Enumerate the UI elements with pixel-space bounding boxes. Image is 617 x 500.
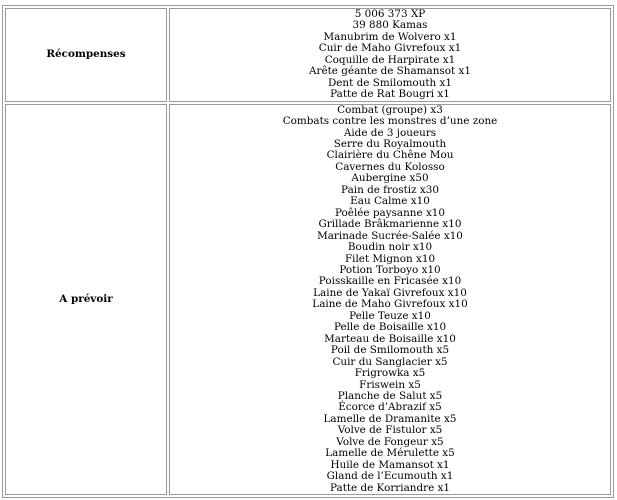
requirement-item: Combats contre les monstres d’une zone [282,115,498,128]
requirement-item: Frigrowka x5 [354,367,426,380]
requirement-item: Lamelle de Dramanite x5 [323,412,457,425]
requirement-item: Marteau de Boisaille x10 [324,332,456,345]
rewards-list [169,8,611,102]
rewards-row [5,8,611,102]
requirement-item: Eau Calme x10 [350,195,430,208]
requirement-item: Combat (groupe) x3 [337,103,443,116]
requirement-item: Filet Mignon x10 [344,252,436,265]
requirement-item: Poisskaille en Fricasée x10 [318,275,462,288]
requirement-item: Cavernes du Kolosso [335,160,445,173]
requirement-item: Planche de Salut x5 [337,389,443,402]
requirement-item: Volve de Fongeur x5 [336,435,444,448]
requirement-item: Potion Torboyo x10 [339,263,441,276]
requirement-item: Serre du Royalmouth [333,137,447,150]
requirement-item: Marinade Sucrée-Salée x10 [317,229,463,242]
requirement-item: Poêlée paysanne x10 [334,206,446,219]
requirements-list [169,104,611,495]
requirement-item: Grillade Brâkmarienne x10 [318,218,462,231]
requirement-item: Écorce d’Abrazif x5 [338,401,442,414]
reward-item: Arête géante de Shamansot x1 [309,65,471,78]
reward-item: Manubrim de Wolvero x1 [323,30,457,43]
reward-item: Dent de Smilomouth x1 [327,76,453,89]
requirement-item: Pain de frostiz x30 [341,183,439,196]
reward-item: Coquille de Harpirate x1 [324,53,456,66]
requirement-item: Aubergine x50 [351,172,429,185]
reward-item: Patte de Rat Bougri x1 [330,88,450,101]
requirement-item: Laine de Yakaï Givrefoux x10 [313,286,467,299]
requirement-item: Aide de 3 joueurs [343,126,437,139]
requirement-item: Patte de Korriandre x1 [329,481,451,494]
reward-item: Cuir de Maho Givrefoux x1 [318,42,462,55]
rewards-label: Récompenses [5,8,167,102]
requirement-item: Clairière du Chêne Mou [326,149,454,162]
requirement-item: Lamelle de Mérulette x5 [325,447,455,460]
requirements-label: A prévoir [5,104,167,495]
requirement-item: Volve de Fistulor x5 [337,424,443,437]
requirement-item: Poil de Smilomouth x5 [330,344,450,357]
requirement-item: Pelle de Boisaille x10 [333,321,447,334]
quest-info-table [2,5,614,498]
requirement-item: Boudin noir x10 [347,241,433,254]
requirement-item: Cuir du Sanglacier x5 [332,355,448,368]
requirement-item: Friswein x5 [359,378,421,391]
reward-item: 39 880 Kamas [352,19,428,32]
requirement-item: Huile de Mamansot x1 [330,458,450,471]
requirements-row [5,104,611,495]
requirement-item: Laine de Maho Givrefoux x10 [312,298,468,311]
requirement-item: Gland de l’Ecumouth x1 [326,470,454,483]
requirement-item: Pelle Teuze x10 [349,309,431,322]
reward-item: 5 006 373 XP [354,8,426,20]
